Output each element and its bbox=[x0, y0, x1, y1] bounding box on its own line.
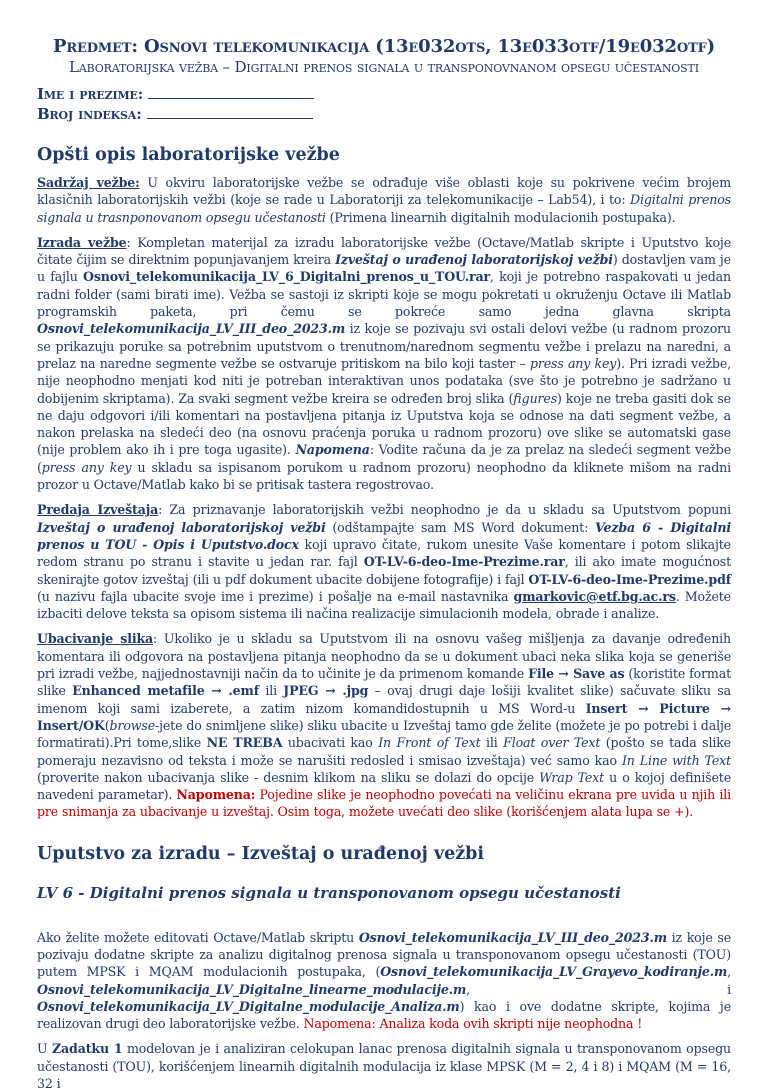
note-text: Analiza koda ovih skripti nije neophodna ! bbox=[375, 1016, 643, 1032]
section-heading-general: Opšti opis laboratorijske vežbe bbox=[37, 145, 340, 165]
text-run: , koji je potrebno raspakovati u jedan radni folder (sami birati ime). Vežba se sastoji iz skripti koje se mogu pokretati u okruženju Octave ili Matlab programskih paketa, pri čemu se pokreće samo jedna glavna skripta bbox=[37, 269, 731, 320]
text-run: – ovaj drugi daje lošiji kvalitet slike) sačuvate sliku sa imenom koji sami izaberete, a zatim nizom komandidostupnih u MS Word-u bbox=[37, 683, 731, 716]
docx-filename: Vezba 6 - Digitalni prenos u TOU - Opis i Uputstvo.docx bbox=[37, 519, 731, 552]
note-label: Napomena bbox=[295, 442, 370, 458]
text-run: (u nazivu fajla ubacite svoje ime i prezime) i pošalje na e-mail nastavnika bbox=[37, 588, 514, 604]
text-run: Wrap Text bbox=[539, 769, 605, 785]
text-run: , ili ako imate mogućnost skenirajte gotov izveštaj (ili u pdf dokument ubacite dobijene fotografije) i fajl bbox=[37, 554, 731, 587]
images-label: Ubacivanje slika bbox=[37, 631, 154, 647]
exercise-subheading: LV 6 - Digitalni prenos signala u transponovanom opsegu učestanosti bbox=[37, 883, 621, 902]
text-run: iz koje se pozivaju dodatne skripte za analizu digitalnog prenosa signala u transponovanom opsegu učestanosti (TOU) putem MPSK i MQAM modulacionih postupaka, ( bbox=[37, 929, 731, 980]
text-run: In Front of Text bbox=[378, 735, 481, 751]
text-run: (koristite format slike bbox=[37, 666, 731, 699]
text-run: ). Pri izradi vežbe, nije neophodno menjati kod niti je potreban interaktivan unos podataka (sve što je potrebno je sadržano u dobijenim skriptama). Za svaki segment vežbe kreira se određen broj slika ( bbox=[37, 355, 731, 406]
name-blank-line[interactable] bbox=[148, 84, 314, 99]
note-label: Napomena: bbox=[176, 787, 256, 803]
text-run: Float over Text bbox=[503, 735, 601, 751]
text-run: : Ukoliko je u skladu sa Uputstvom ili na osnovu vašeg mišljenja za davanje određenih komentara ili odgovora na postavljena pitanja neophodno da se u dokument ubaci neka slika koja se generiše pri izradi vežbe, najjednostavniji način da to učinite je da primenom komande bbox=[37, 631, 731, 682]
text-run: JPEG → .jpg bbox=[283, 683, 369, 699]
text-run: : Vodite računa da je za prelaz na sledeći segment vežbe ( bbox=[37, 442, 731, 475]
text-run: ili bbox=[258, 683, 284, 699]
text-run: (pošto se tada slike pomeraju nezavisno od teksta i može se narušiti redosled i smisao izveštaja) već samo kao bbox=[37, 735, 731, 768]
text-run: koji upravo čitate, rukom unesite Vaše komentare i potom slikajte redom stranu po stranu i stavite u jedan rar. fajl bbox=[37, 536, 731, 570]
text-run: Izveštaj o urađenoj laboratorijskoj vežbi bbox=[37, 519, 326, 535]
paragraph-images bbox=[37, 630, 731, 820]
text-run: Digitalni prenos signala u trasnponovanom opsegu učestanosti bbox=[37, 192, 731, 225]
paragraph-content bbox=[37, 174, 731, 226]
text-run: Insert → Picture → Insert/OK bbox=[37, 700, 731, 733]
pdf-filename: OT-LV-6-deo-Ime-Prezime.pdf bbox=[528, 571, 731, 587]
text-run: browse bbox=[109, 717, 156, 733]
text-run: Izveštaj o urađenoj laboratorijskoj vežbi bbox=[335, 252, 613, 268]
text-run: Enhanced metafile → .emf bbox=[72, 683, 259, 699]
text-run: (Primena linearnih digitalnih modulacionih postupaka). bbox=[325, 209, 676, 225]
text-run: . Možete izbaciti delove teksta sa opisom sistema ili načina realizacije simulacionih modela, obrade i analize. bbox=[37, 588, 731, 622]
email-link[interactable]: gmarkovic@etf.bg.ac.rs bbox=[513, 588, 676, 604]
text-run: NE TREBA bbox=[206, 735, 283, 751]
text-run: U bbox=[37, 1041, 52, 1057]
text-run: modelovan je i analiziran celokupan lanac prenosa digitalnih signala u transponovanom opsegu učestanosti (TOU), korišćenjem linearnih digitalnih modulacija iz klase MPSK (M = 2, 4 i 8) i MQAM (M = 16, 32 i bbox=[37, 1041, 731, 1092]
rar-filename: OT-LV-6-deo-Ime-Prezime.rar bbox=[363, 554, 565, 570]
script-filename: Osnovi_telekomunikacija_LV_Digitalne_modulacije_Analiza.m bbox=[37, 998, 460, 1014]
paragraph-task1 bbox=[37, 1040, 731, 1092]
paragraph-scripts bbox=[37, 929, 731, 1033]
text-run: ) kao i ove dodatne skripte, kojima je realizovan drugi deo laboratorijske vežbe. bbox=[37, 998, 731, 1032]
name-field bbox=[37, 84, 731, 104]
text-run: File → Save as bbox=[528, 666, 625, 682]
index-field bbox=[37, 104, 731, 124]
course-title: Predmet: Osnovi telekomunikacija (13e032ots, 13e033otf/19e032otf) bbox=[52, 36, 716, 57]
name-label: Ime i prezime: bbox=[37, 85, 144, 103]
lab-subtitle: Laboratorijska vežba – Digitalni prenos signala u transponovnanom opsegu učestanosti bbox=[69, 58, 699, 76]
note-label: Napomena: bbox=[303, 1016, 376, 1032]
paragraph-execution bbox=[37, 234, 731, 493]
text-run: : Za priznavanje laboratorijskih vežbi neophodno je da u skladu sa Uputstvom popuni bbox=[158, 502, 732, 518]
archive-filename: Osnovi_telekomunikacija_LV_6_Digitalni_prenos_u_TOU.rar bbox=[83, 269, 490, 285]
text-run: ( bbox=[104, 717, 110, 733]
text-run: ili bbox=[480, 735, 504, 751]
content-label: Sadržaj vežbe: bbox=[37, 175, 140, 190]
execution-label: Izrada vežbe bbox=[37, 234, 127, 250]
index-label: Broj indeksa: bbox=[37, 105, 142, 123]
text-run: -jete do snimljene slike) sliku ubacite u Izveštaj tamo gde želite (možete je po potrebi i dalje formatirati).Pri tome,slike bbox=[37, 717, 731, 751]
text-run: , i bbox=[466, 981, 731, 997]
text-run: ubacivati kao bbox=[282, 735, 379, 751]
index-blank-line[interactable] bbox=[147, 104, 313, 119]
text-run: In Line with Text bbox=[621, 752, 731, 768]
text-run: (odštampajte sam MS Word dokument: bbox=[325, 519, 595, 535]
script-filename: Osnovi_telekomunikacija_LV_III_deo_2023.m bbox=[37, 321, 346, 337]
task-label: Zadatku 1 bbox=[51, 1041, 123, 1057]
submission-label: Predaja Izveštaja bbox=[37, 502, 159, 518]
text-run: (proverite nakon ubacivanja slike - desnim klikom na sliku se dolazi do opcije bbox=[37, 769, 540, 785]
section-heading-instructions: Uputstvo za izradu – Izveštaj o urađenoj vežbi bbox=[37, 843, 485, 864]
paragraph-submission bbox=[37, 501, 731, 622]
text-run: press any key bbox=[41, 459, 132, 475]
text-run: ) dostavljen vam je u fajlu bbox=[37, 252, 731, 285]
text-run: , bbox=[727, 964, 731, 980]
text-run: iz koje se pozivaju svi ostali delovi vežbe (u radnom prozoru se prikazuju poruke sa potrebnim uputstvom o trenutnom/narednom segmentu vežbe i prelazu na naredni, a prelaz na naredne segmente vežbe se ostvaruje pritiskom na bilo koji taster – bbox=[37, 321, 731, 371]
script-filename: Osnovi_telekomunikacija_LV_Digitalne_linearne_modulacije.m bbox=[37, 981, 467, 997]
script-filename: Osnovi_telekomunikacija_LV_Grayevo_kodiranje.m bbox=[380, 964, 728, 980]
text-run: press any key bbox=[529, 355, 617, 371]
text-run: figures bbox=[513, 390, 558, 406]
text-run: ) koje ne treba gasiti dok se ne daju odgovori i/ili komentari na postavljena pitanja iz Uputstva koja se odnose na dati segment vežbe, a nakon prelaska na sledeći deo (na osnovu praćenja poruka u radnom prozoru) ove slike se automatski gase (nije problem ako ih i pre toga ugasite). bbox=[37, 390, 731, 458]
text-run: : Kompletan materijal za izradu laboratorijske vežbe (Octave/Matlab skripte i Uputstvo koje čitate čijim se direktnim popunjavanjem kreira bbox=[37, 234, 731, 268]
text-run: u o kojoj definišete navedeni parametar). bbox=[37, 769, 731, 803]
text-run: Ako želite možete editovati Octave/Matlab skriptu bbox=[37, 929, 359, 945]
note-text: Pojedine slike je neophodno povećati na veličinu ekrana pre uvida u njih ili pre snimanja za ubacivanje u izveštaj. Osim toga, možete uvećati deo slike (korišćenjem alata lupa se +). bbox=[37, 787, 731, 820]
script-filename: Osnovi_telekomunikacija_LV_III_deo_2023.m bbox=[358, 929, 667, 945]
text-run: U okviru laboratorijske vežbe se odrađuje više oblasti koje su pokrivene većim brojem klasičnih laboratorijskih vežbi (koje se rade u Laboratoriji za telekomunikacije – Lab54), i to: bbox=[37, 175, 731, 208]
text-run: u skladu sa ispisanom porukom u radnom prozoru) neophodno da kliknete mišom na radni prozor u Octave/Matlab kako bi se pritisak tastera regostrovao. bbox=[37, 459, 732, 493]
